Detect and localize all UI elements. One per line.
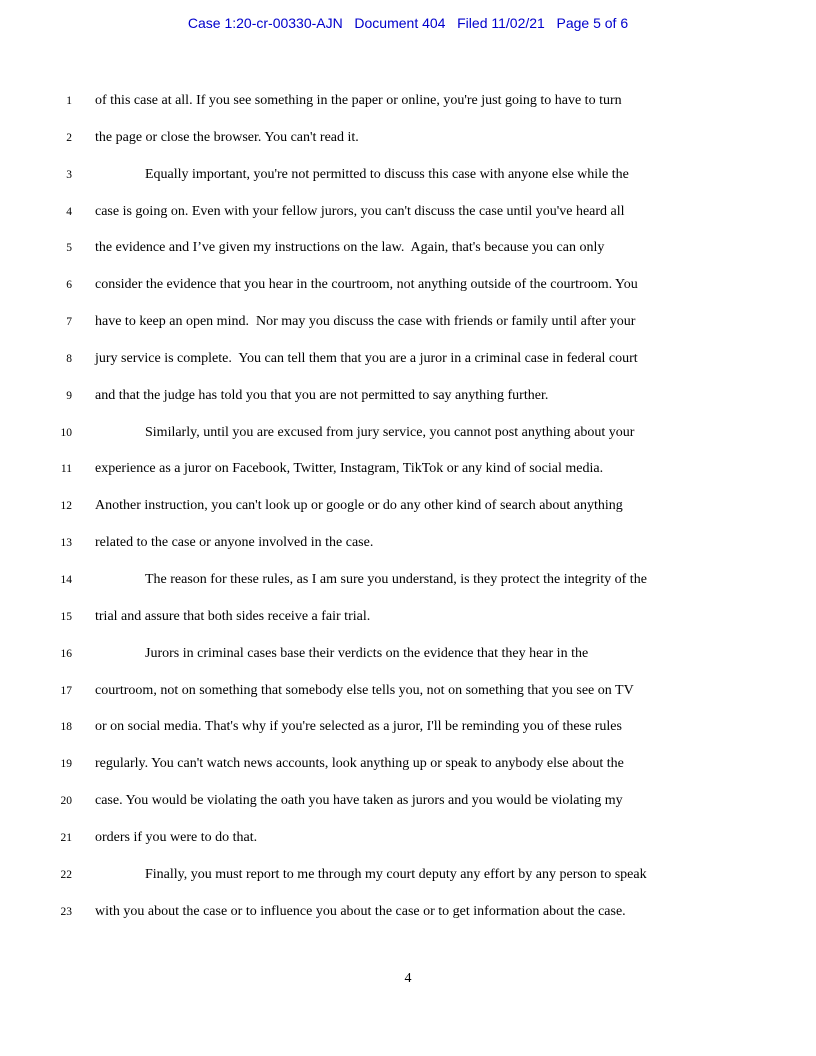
transcript-line bbox=[0, 820, 816, 857]
transcript-line bbox=[0, 230, 816, 267]
line-text: case is going on. Even with your fellow jurors, you can't discuss the case until you've heard all bbox=[95, 203, 625, 219]
line-text: case. You would be violating the oath you have taken as jurors and you would be violating my bbox=[95, 793, 623, 809]
transcript-line bbox=[0, 599, 816, 636]
line-text: with you about the case or to influence you about the case or to get information about the case. bbox=[95, 903, 626, 919]
transcript-line bbox=[0, 83, 816, 120]
line-text: Equally important, you're not permitted to discuss this case with anyone else while the bbox=[145, 166, 629, 182]
line-number: 18 bbox=[60, 721, 72, 734]
line-text: orders if you were to do that. bbox=[95, 829, 258, 845]
line-number: 15 bbox=[60, 610, 72, 623]
line-text: of this case at all. If you see something in the paper or online, you're just going to have to turn bbox=[95, 93, 622, 108]
transcript-lines bbox=[0, 83, 816, 930]
line-number: 9 bbox=[66, 389, 72, 402]
line-number: 16 bbox=[60, 647, 72, 660]
line-text: and that the judge has told you that you are not permitted to say anything further. bbox=[95, 387, 549, 403]
line-number: 3 bbox=[66, 168, 72, 181]
line-number: 12 bbox=[60, 500, 72, 513]
transcript-line bbox=[0, 451, 816, 488]
line-number: 7 bbox=[66, 316, 72, 329]
transcript-line bbox=[0, 341, 816, 378]
line-text: Similarly, until you are excused from jury service, you cannot post anything about your bbox=[145, 424, 635, 440]
line-text: consider the evidence that you hear in the courtroom, not anything outside of the courtroom. You bbox=[95, 277, 638, 293]
line-number: 23 bbox=[60, 905, 72, 918]
line-number: 17 bbox=[60, 684, 72, 697]
line-text: courtroom, not on something that somebody else tells you, not on something that you see on TV bbox=[95, 682, 634, 698]
case-header-stamp: Case 1:20-cr-00330-AJN Document 404 Filed 11/02/21 Page 5 of 6 bbox=[187, 15, 629, 31]
transcript-line bbox=[0, 894, 816, 931]
transcript-line bbox=[0, 304, 816, 341]
line-number: 8 bbox=[66, 352, 72, 365]
line-text: The reason for these rules, as I am sure you understand, is they protect the integrity of the bbox=[145, 571, 647, 587]
line-number: 22 bbox=[60, 868, 72, 881]
line-text: Another instruction, you can't look up or google or do any other kind of search about anything bbox=[95, 498, 623, 514]
transcript-line bbox=[0, 857, 816, 894]
transcript-line bbox=[0, 488, 816, 525]
transcript-line bbox=[0, 415, 816, 452]
line-text: trial and assure that both sides receive a fair trial. bbox=[95, 608, 371, 624]
transcript-line bbox=[0, 157, 816, 194]
line-text: Finally, you must report to me through my court deputy any effort by any person to speak bbox=[145, 866, 647, 882]
line-number: 5 bbox=[66, 242, 72, 255]
transcript-line bbox=[0, 378, 816, 415]
transcript-line bbox=[0, 673, 816, 710]
line-text: jury service is complete. You can tell them that you are a juror in a criminal case in federal court bbox=[95, 350, 638, 366]
line-text: the page or close the browser. You can't read it. bbox=[95, 129, 359, 145]
transcript-line bbox=[0, 267, 816, 304]
transcript-line bbox=[0, 709, 816, 746]
line-number: 11 bbox=[60, 463, 72, 476]
page-number: 4 bbox=[404, 971, 412, 987]
transcript-line bbox=[0, 194, 816, 231]
line-text: regularly. You can't watch news accounts, look anything up or speak to anybody else about the bbox=[95, 756, 624, 772]
line-number: 13 bbox=[60, 537, 72, 550]
line-number: 14 bbox=[60, 573, 72, 586]
line-number: 20 bbox=[60, 795, 72, 808]
line-number: 10 bbox=[60, 426, 72, 439]
line-number: 19 bbox=[60, 758, 72, 771]
line-text: Jurors in criminal cases base their verdicts on the evidence that they hear in the bbox=[145, 645, 589, 661]
line-number: 21 bbox=[60, 831, 72, 844]
line-text: or on social media. That's why if you're selected as a juror, I'll be reminding you of these rules bbox=[95, 719, 622, 735]
transcript-line bbox=[0, 746, 816, 783]
transcript-line bbox=[0, 120, 816, 157]
line-text: related to the case or anyone involved in the case. bbox=[95, 535, 374, 551]
line-number: 1 bbox=[66, 95, 72, 107]
line-number: 4 bbox=[66, 205, 72, 218]
transcript-line bbox=[0, 525, 816, 562]
line-text: have to keep an open mind. Nor may you discuss the case with friends or family until after your bbox=[95, 314, 636, 330]
line-text: experience as a juror on Facebook, Twitter, Instagram, TikTok or any kind of social media. bbox=[95, 461, 604, 477]
transcript-line bbox=[0, 636, 816, 673]
transcript-line bbox=[0, 562, 816, 599]
line-number: 2 bbox=[66, 131, 72, 144]
transcript-line bbox=[0, 783, 816, 820]
line-number: 6 bbox=[66, 279, 72, 292]
line-text: the evidence and I’ve given my instructions on the law. Again, that's because you can only bbox=[95, 240, 605, 256]
